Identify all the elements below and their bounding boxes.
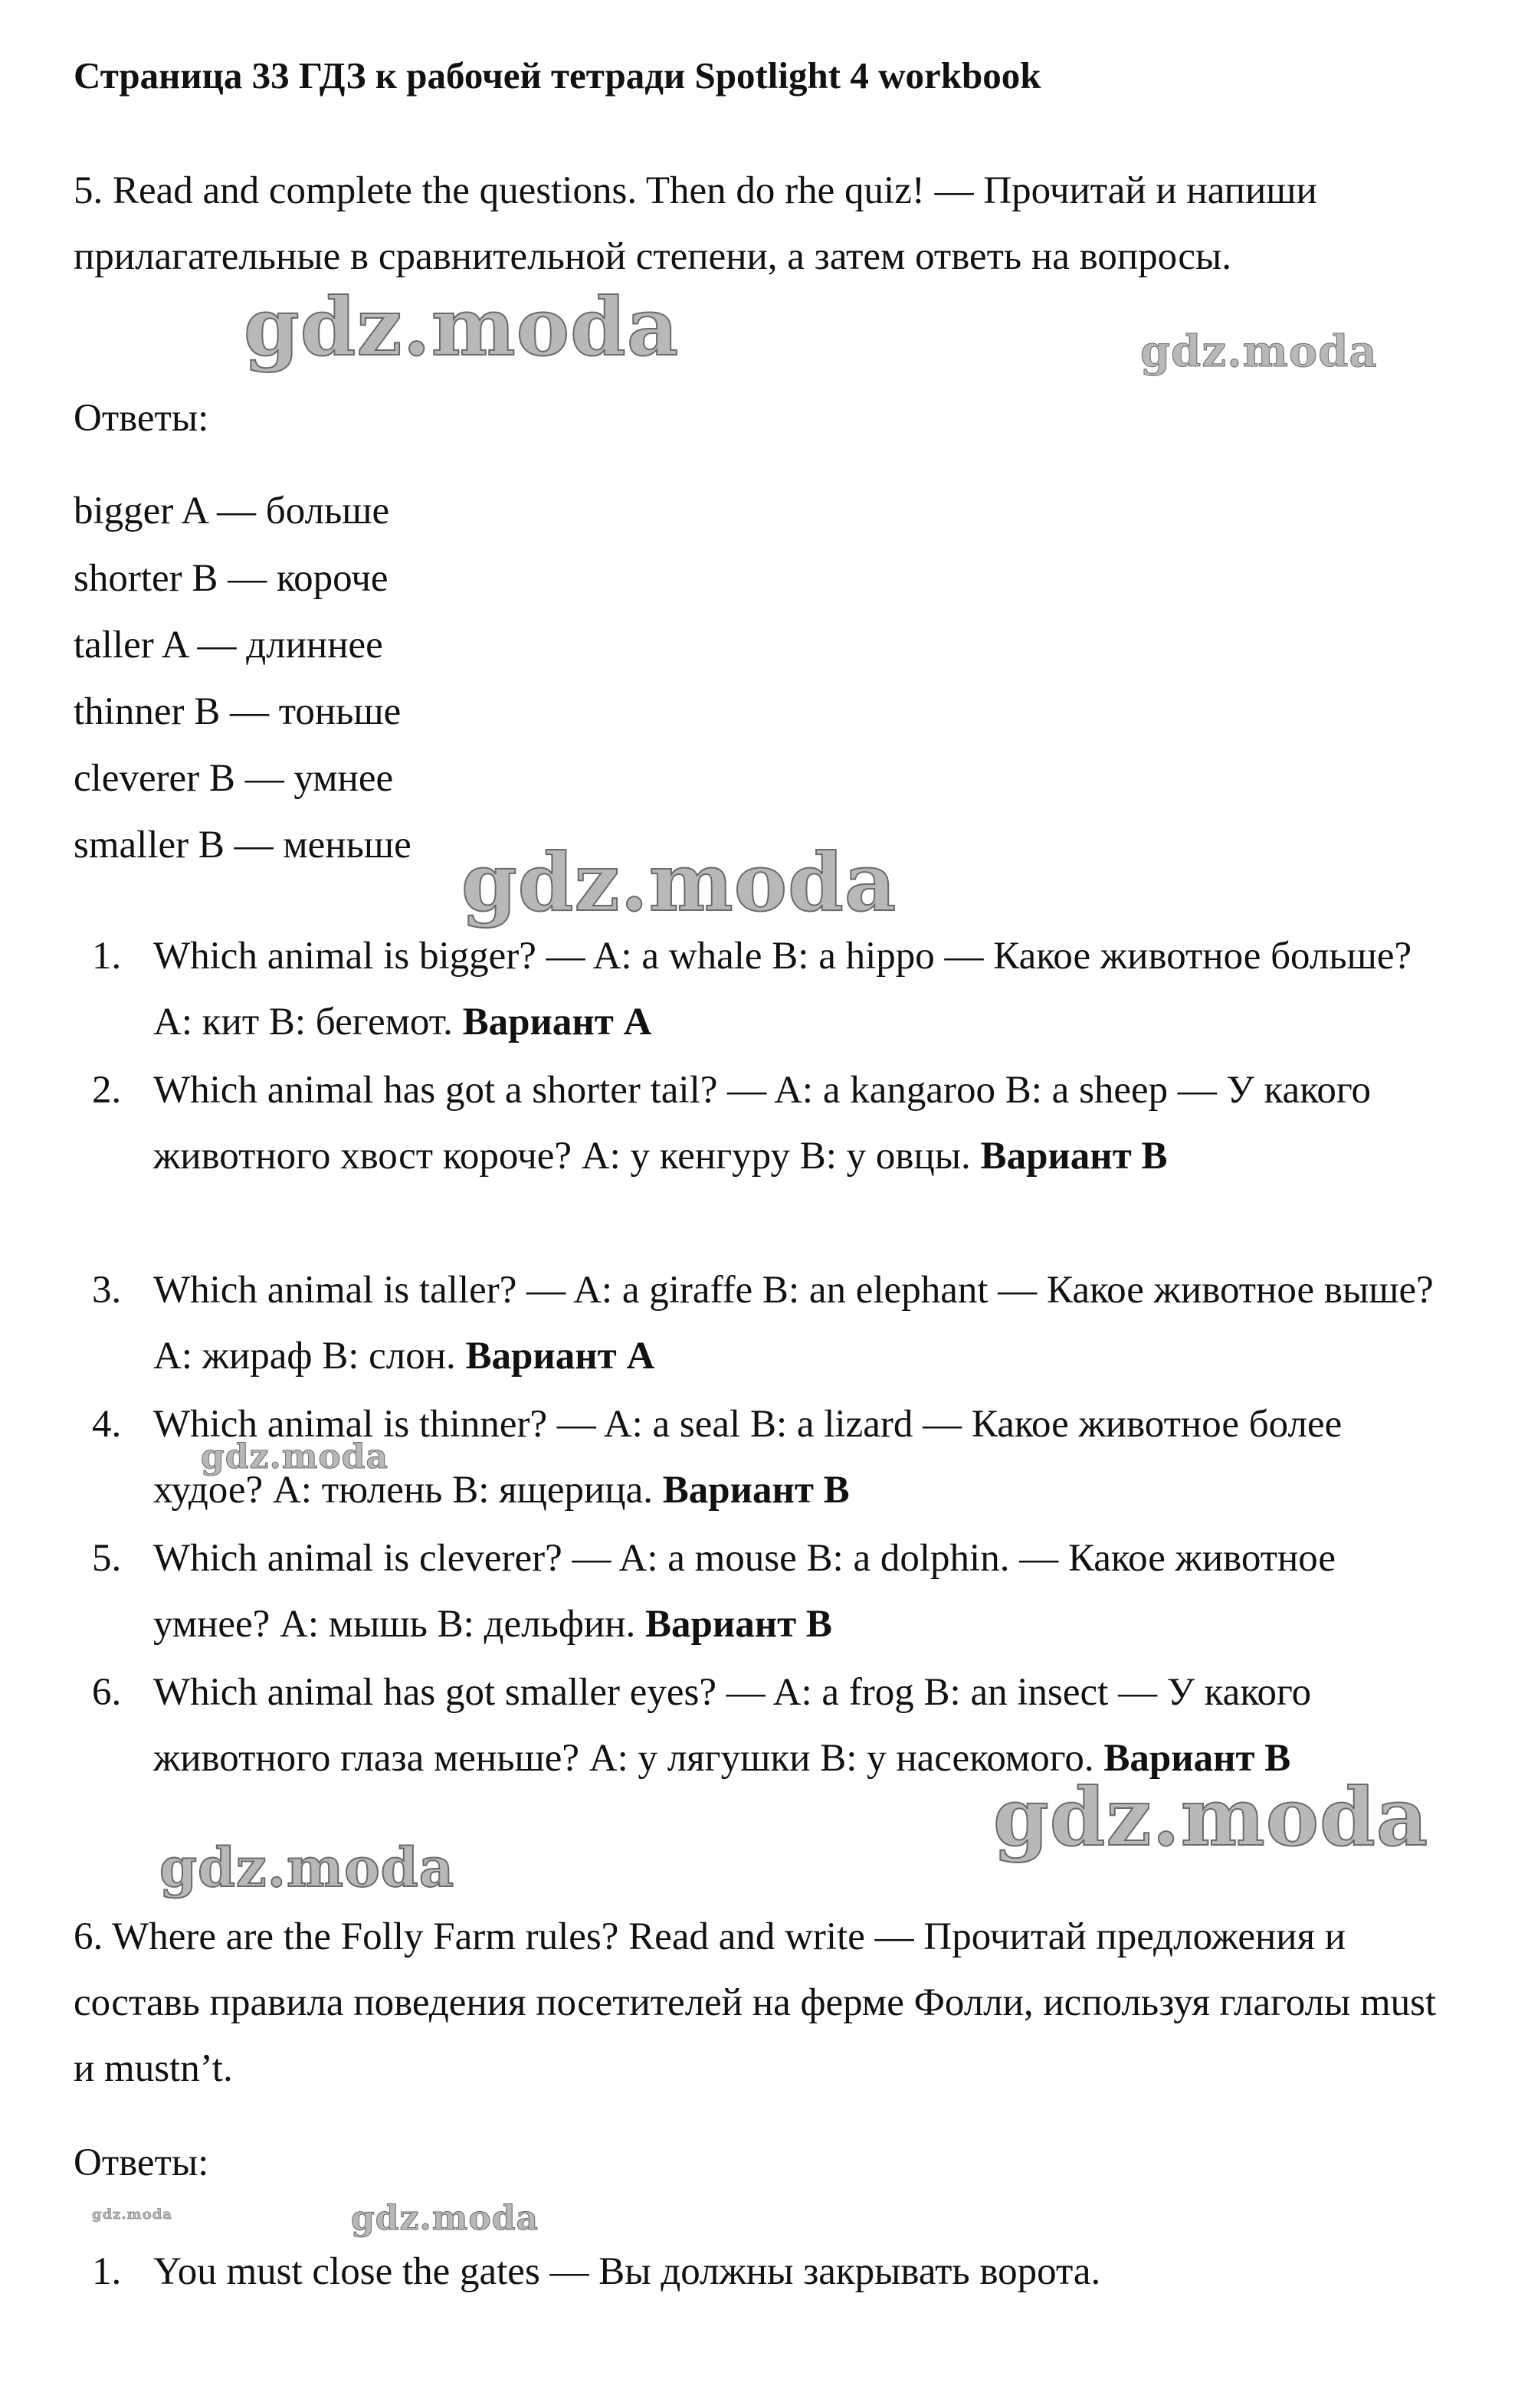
question-number: 5. (92, 1537, 122, 1580)
question-text: Which animal has got a shorter tail? — A: a kangaroo B: a sheep — У какого животного хвост короче? А: у кенгуру В: у овцы. (153, 1069, 1372, 1178)
question-answer: Вариант В (662, 1469, 850, 1512)
quiz-question (92, 1525, 1441, 1657)
page-title: Страница 33 ГДЗ к рабочей тетради Spotlight 4 workbook (74, 54, 1041, 97)
watermark: gdz.moda (993, 1770, 1429, 1864)
quiz-question (92, 923, 1441, 1055)
answer-text: You must close the gates — Вы должны закрывать ворота. (153, 2250, 1101, 2293)
question-text: Which animal is bigger? — A: a whale B: a hippo — Какое животное больше? А: кит В: бегемот. (153, 935, 1412, 1043)
word-answer: thinner B — тоньше (74, 690, 402, 733)
watermark: gdz.moda (461, 835, 897, 929)
watermark: gdz.moda (244, 280, 680, 374)
watermark: gdz.moda (351, 2199, 539, 2238)
question-text: Which animal is thinner? — A: a seal B: a lizard — Какое животное более худое? А: тюлень В: ящерица. (153, 1403, 1343, 1512)
question-text: Which animal is cleverer? — A: a mouse B: a dolphin. — Какое животное умнее? А: мышь В: дельфин. (153, 1537, 1336, 1646)
watermark: gdz.moda (92, 2207, 172, 2223)
word-answer: shorter B — короче (74, 557, 389, 600)
question-text: Which animal has got smaller eyes? — A: a frog B: an insect — У какого животного глаза меньше? А: у лягушки В: у насекомого. (153, 1671, 1312, 1780)
question-number: 2. (92, 1069, 122, 1112)
question-number: 6. (92, 1671, 122, 1714)
exercise-6-answers-label: Ответы: (74, 2141, 209, 2184)
question-number: 3. (92, 1269, 122, 1312)
question-answer: Вариант В (644, 1603, 832, 1646)
question-number: 4. (92, 1403, 122, 1446)
rule-answer (92, 2239, 1441, 2305)
question-answer: Вариант В (1103, 1737, 1291, 1780)
word-answer: bigger A — больше (74, 490, 390, 532)
question-answer: Вариант А (465, 1335, 655, 1378)
question-number: 1. (92, 935, 122, 978)
question-text: Which animal is taller? — A: a giraffe B: an elephant — Какое животное выше? А: жираф В: слон. (153, 1269, 1434, 1378)
word-answer: cleverer B — умнее (74, 757, 394, 800)
quiz-question (92, 1057, 1441, 1189)
question-answer: Вариант А (462, 1001, 652, 1043)
watermark: gdz.moda (1140, 326, 1378, 377)
watermark: gdz.moda (159, 1836, 455, 1899)
exercise-6-task: 6. Where are the Folly Farm rules? Read and write — Прочитай предложения и составь правила поведения посетителей на ферме Фолли, используя глаголы must и mustn’t. (74, 1915, 1437, 2090)
exercise-5-answers-label: Ответы: (74, 397, 209, 440)
word-answer: smaller B — меньше (74, 824, 411, 867)
word-answer: taller A — длиннее (74, 624, 383, 667)
quiz-question (92, 1257, 1441, 1389)
watermark: gdz.moda (201, 1437, 389, 1476)
answer-number: 1. (92, 2250, 122, 2293)
exercise-5-task: 5. Read and complete the questions. Then do rhe quiz! — Прочитай и напиши прилагательные в сравнительной степени, а затем ответь на вопросы. (74, 169, 1317, 278)
question-answer: Вариант В (980, 1135, 1168, 1178)
